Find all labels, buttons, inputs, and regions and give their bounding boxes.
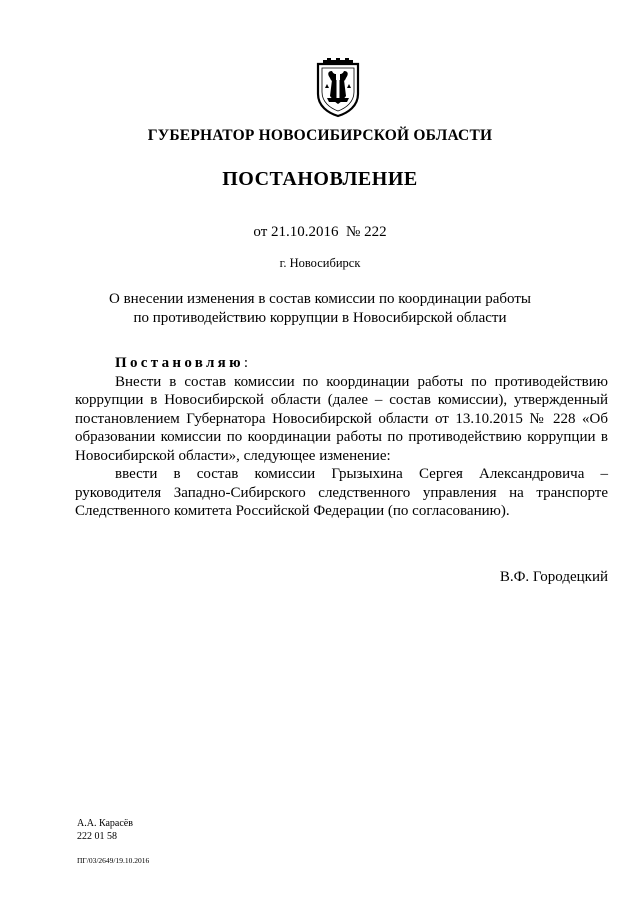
body-paragraph-2: ввести в состав комиссии Грызыхина Сергея Александровича – руководителя Западно-Сибирского следственного управления на транспорте Следственного комитета Российской Федерации (по согласованию). <box>75 466 608 519</box>
signatory-name: В.Ф. Городецкий <box>499 569 608 585</box>
number-label: № <box>346 224 361 240</box>
document-number: 222 <box>364 224 387 240</box>
date-number-line <box>0 224 640 241</box>
document-type-title: ПОСТАНОВЛЕНИЕ <box>222 168 418 190</box>
issuing-authority: ГУБЕРНАТОР НОВОСИБИРСКОЙ ОБЛАСТИ <box>147 127 493 144</box>
body-paragraph-1: Внести в состав комиссии по координации работы по противодействию коррупции в Новосибирской области (далее – состав комиссии), утвержденный постановлением Губернатора Новосибирской области от 13.10.2015 № 228 «Об образовании комиссии по координации работы по противодействию коррупции в Новосибирской области», следующее изменение: <box>75 373 608 464</box>
executor-phone: 222 01 58 <box>77 831 117 842</box>
executor-name: А.А. Карасёв <box>77 818 133 829</box>
executor-block <box>77 817 133 843</box>
resolution-heading-word: Постановляю <box>115 355 244 371</box>
coat-of-arms-icon <box>313 58 363 118</box>
registration-number: ПГ/03/2649/19.10.2016 <box>77 856 150 865</box>
city-name: г. Новосибирск <box>279 256 361 270</box>
subject-line-2: по противодействию коррупции в Новосибирской области <box>133 310 507 326</box>
subject-line-1: О внесении изменения в состав комиссии по координации работы <box>109 291 531 307</box>
resolution-heading <box>75 354 608 373</box>
document-body <box>75 354 608 521</box>
resolution-heading-colon: : <box>243 355 249 371</box>
date-prefix: от <box>253 224 268 240</box>
document-subject <box>0 290 640 328</box>
document-date: 21.10.2016 <box>271 224 339 240</box>
